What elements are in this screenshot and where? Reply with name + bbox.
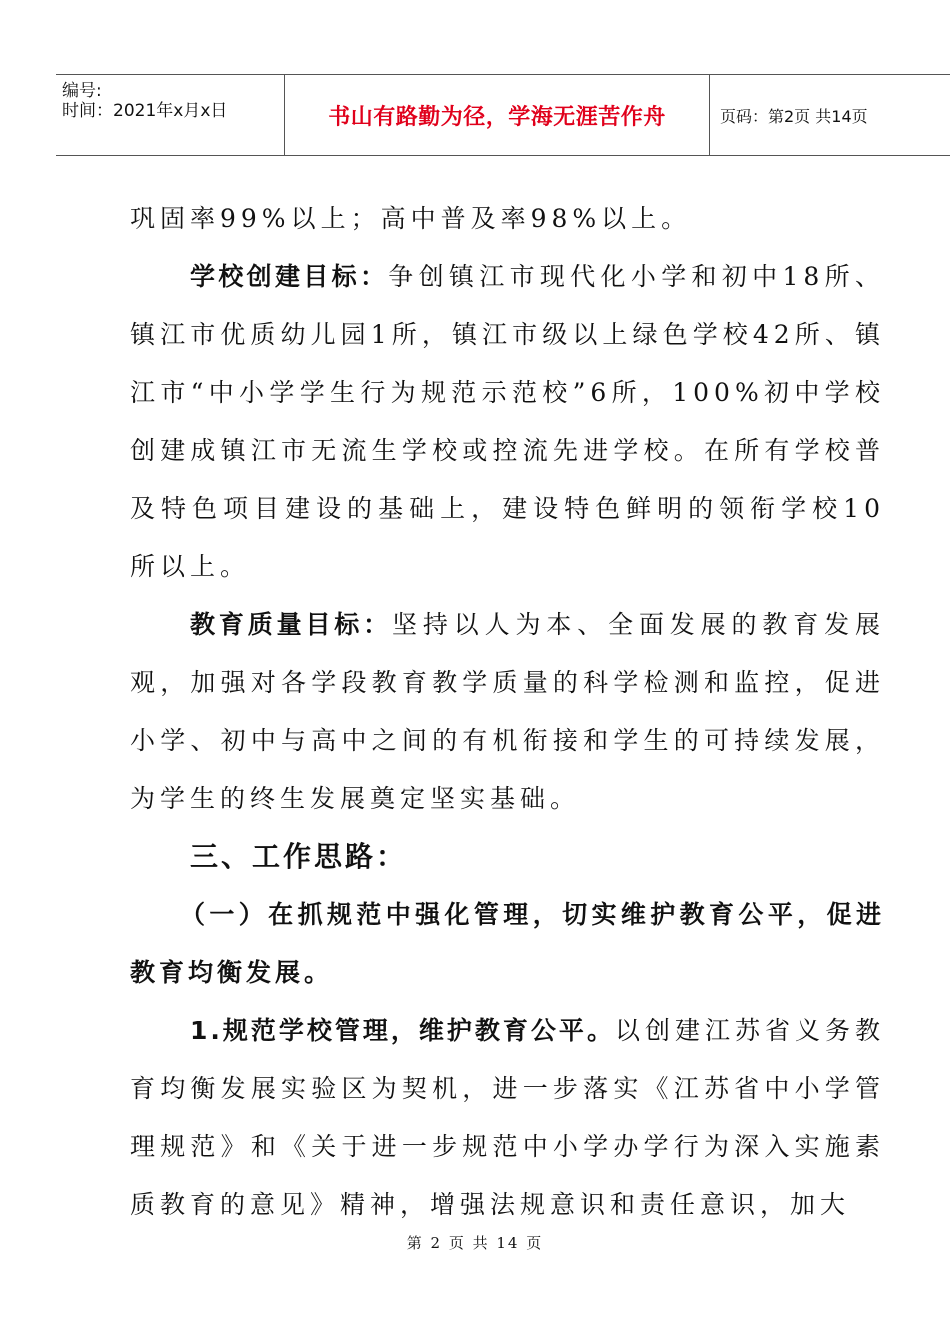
number-label: 编号: bbox=[62, 81, 102, 101]
paragraph-quality-goals bbox=[130, 596, 885, 828]
document-body bbox=[130, 190, 885, 1234]
quality-goals-label: 教育质量目标： bbox=[190, 610, 393, 639]
header-meta bbox=[56, 75, 285, 155]
paragraph-school-goals bbox=[130, 248, 885, 596]
section-heading: 三、工作思路： bbox=[190, 840, 408, 873]
subsection-heading: （一）在抓规范中强化管理，切实维护教育公平，促进教育均衡发展。 bbox=[130, 900, 885, 987]
paragraph-item-1 bbox=[130, 1002, 885, 1234]
quality-goals-text: 坚持以人为本、全面发展的教育发展观，加强对各学段教育教学质量的科学检测和监控，促进小学、初中与高中之间的有机衔接和学生的可持续发展，为学生的终生发展奠定坚实基础。 bbox=[130, 610, 885, 813]
school-goals-label: 学校创建目标： bbox=[190, 262, 389, 291]
page-footer: 第 2 页 共 14 页 bbox=[406, 1234, 544, 1252]
paragraph-continuation: 巩固率99%以上；高中普及率98%以上。 bbox=[130, 204, 692, 233]
item-1-text: 以创建江苏省义务教育均衡发展实验区为契机，进一步落实《江苏省中小学管理规范》和《关于进一步规范中小学办学行为深入实施素质教育的意见》精神，增强法规意识和责任意识，加大 bbox=[130, 1016, 885, 1219]
school-goals-text: 争创镇江市现代化小学和初中18所、镇江市优质幼儿园1所，镇江市级以上绿色学校42所、镇江市“中小学学生行为规范示范校”6所，100%初中学校创建成镇江市无流生学校或控流先进学校。在所有学校普及特色项目建设的基础上，建设特色鲜明的领衔学校10所以上。 bbox=[130, 262, 885, 581]
item-1-label: 1.规范学校管理，维护教育公平。 bbox=[190, 1016, 615, 1045]
page-header bbox=[56, 74, 950, 156]
time-label: 时间：2021年x月x日 bbox=[62, 101, 228, 121]
header-page-info: 页码：第2页 共14页 bbox=[720, 106, 868, 126]
header-motto: 书山有路勤为径，学海无涯苦作舟 bbox=[285, 75, 710, 155]
